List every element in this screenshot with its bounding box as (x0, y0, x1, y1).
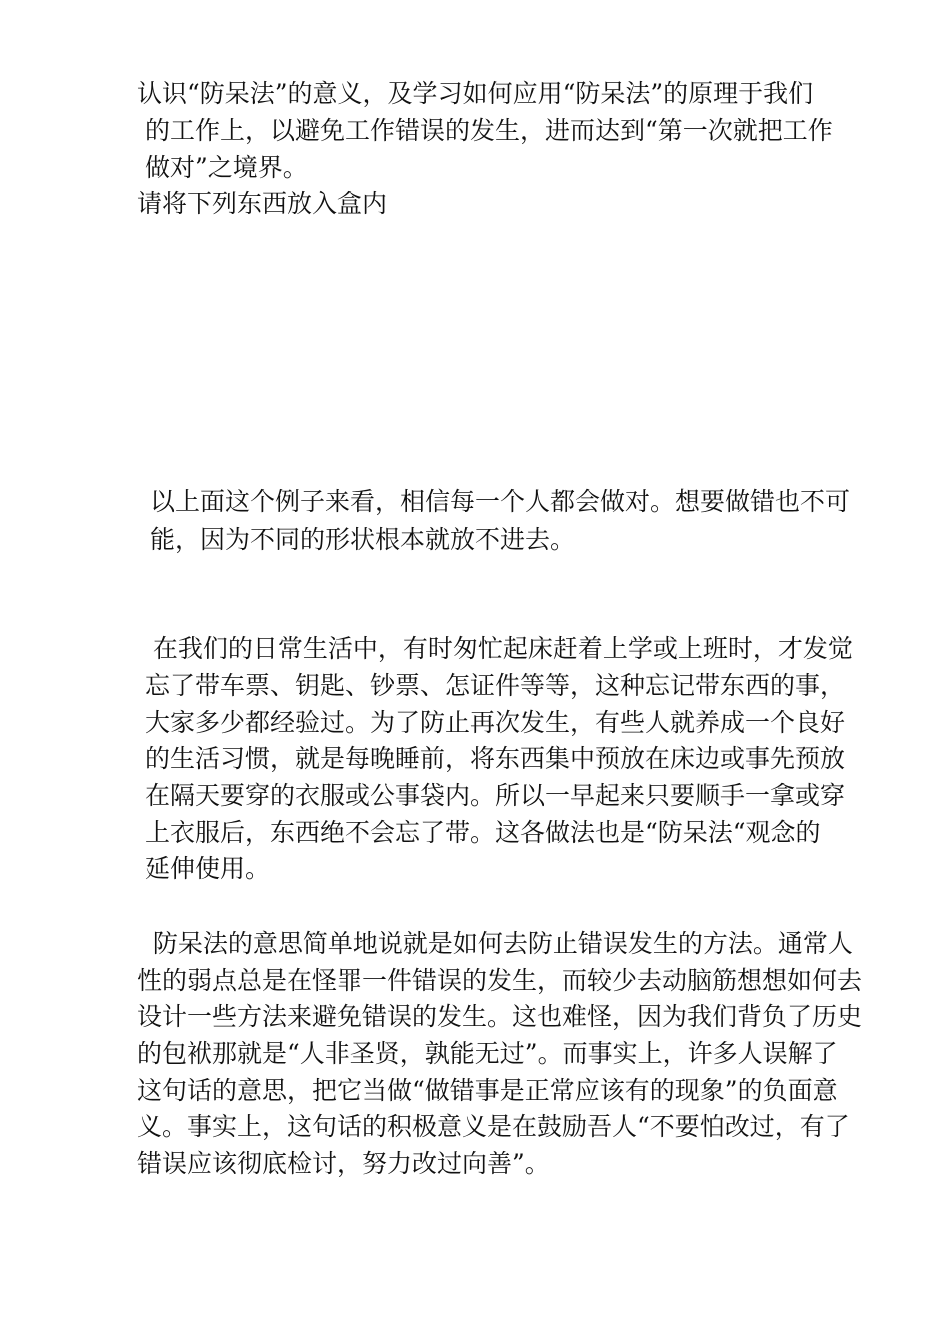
example-note-line: 以上面这个例子来看，相信每一个人都会做对。想要做错也不可 (150, 487, 851, 516)
meaning-line: 错误应该彻底检讨，努力改过向善”。 (137, 1149, 550, 1178)
meaning-line: 设计一些方法来避免错误的发生。这也难怪，因为我们背负了历史 (137, 1002, 863, 1031)
intro-line: 认识“防呆法”的意义，及学习如何应用“防呆法”的原理于我们 (137, 79, 814, 108)
meaning-line: 性的弱点总是在怪罪一件错误的发生，而较少去动脑筋想想如何去 (137, 966, 863, 995)
meaning-line: 防呆法的意思简单地说就是如何去防止错误发生的方法。通常人 (137, 929, 853, 958)
daily-life-line: 大家多少都经验过。为了防止再次发生，有些人就养成一个良好 (137, 708, 845, 737)
daily-life-line: 延伸使用。 (137, 854, 270, 883)
meaning-line: 这句话的意思，把它当做“做错事是正常应该有的现象”的负面意 (137, 1076, 838, 1105)
instruction-text: 请将下列东西放入盒内 (137, 189, 388, 218)
daily-life-line: 忘了带车票、钥匙、钞票、怎证件等等，这种忘记带东西的事， (137, 671, 845, 700)
intro-line: 的工作上，以避免工作错误的发生，进而达到“第一次就把工作 (137, 116, 833, 145)
daily-life-line: 的生活习惯，就是每晚睡前，将东西集中预放在床边或事先预放 (137, 744, 845, 773)
meaning-line: 的包袱那就是“人非圣贤，孰能无过”。而事实上，许多人误解了 (137, 1039, 838, 1068)
example-note-line: 能，因为不同的形状根本就放不进去。 (150, 525, 576, 554)
daily-life-line: 在隔天要穿的衣服或公事袋内。所以一早起来只要顺手一拿或穿 (137, 781, 845, 810)
daily-life-line: 在我们的日常生活中，有时匆忙起床赶着上学或上班时，才发觉 (137, 634, 853, 663)
daily-life-line: 上衣服后，东西绝不会忘了带。这各做法也是“防呆法“观念的 (137, 818, 821, 847)
meaning-line: 义。事实上，这句话的积极意义是在鼓励吾人“不要怕改过，有了 (137, 1112, 850, 1141)
intro-line: 做对”之境界。 (137, 153, 308, 182)
